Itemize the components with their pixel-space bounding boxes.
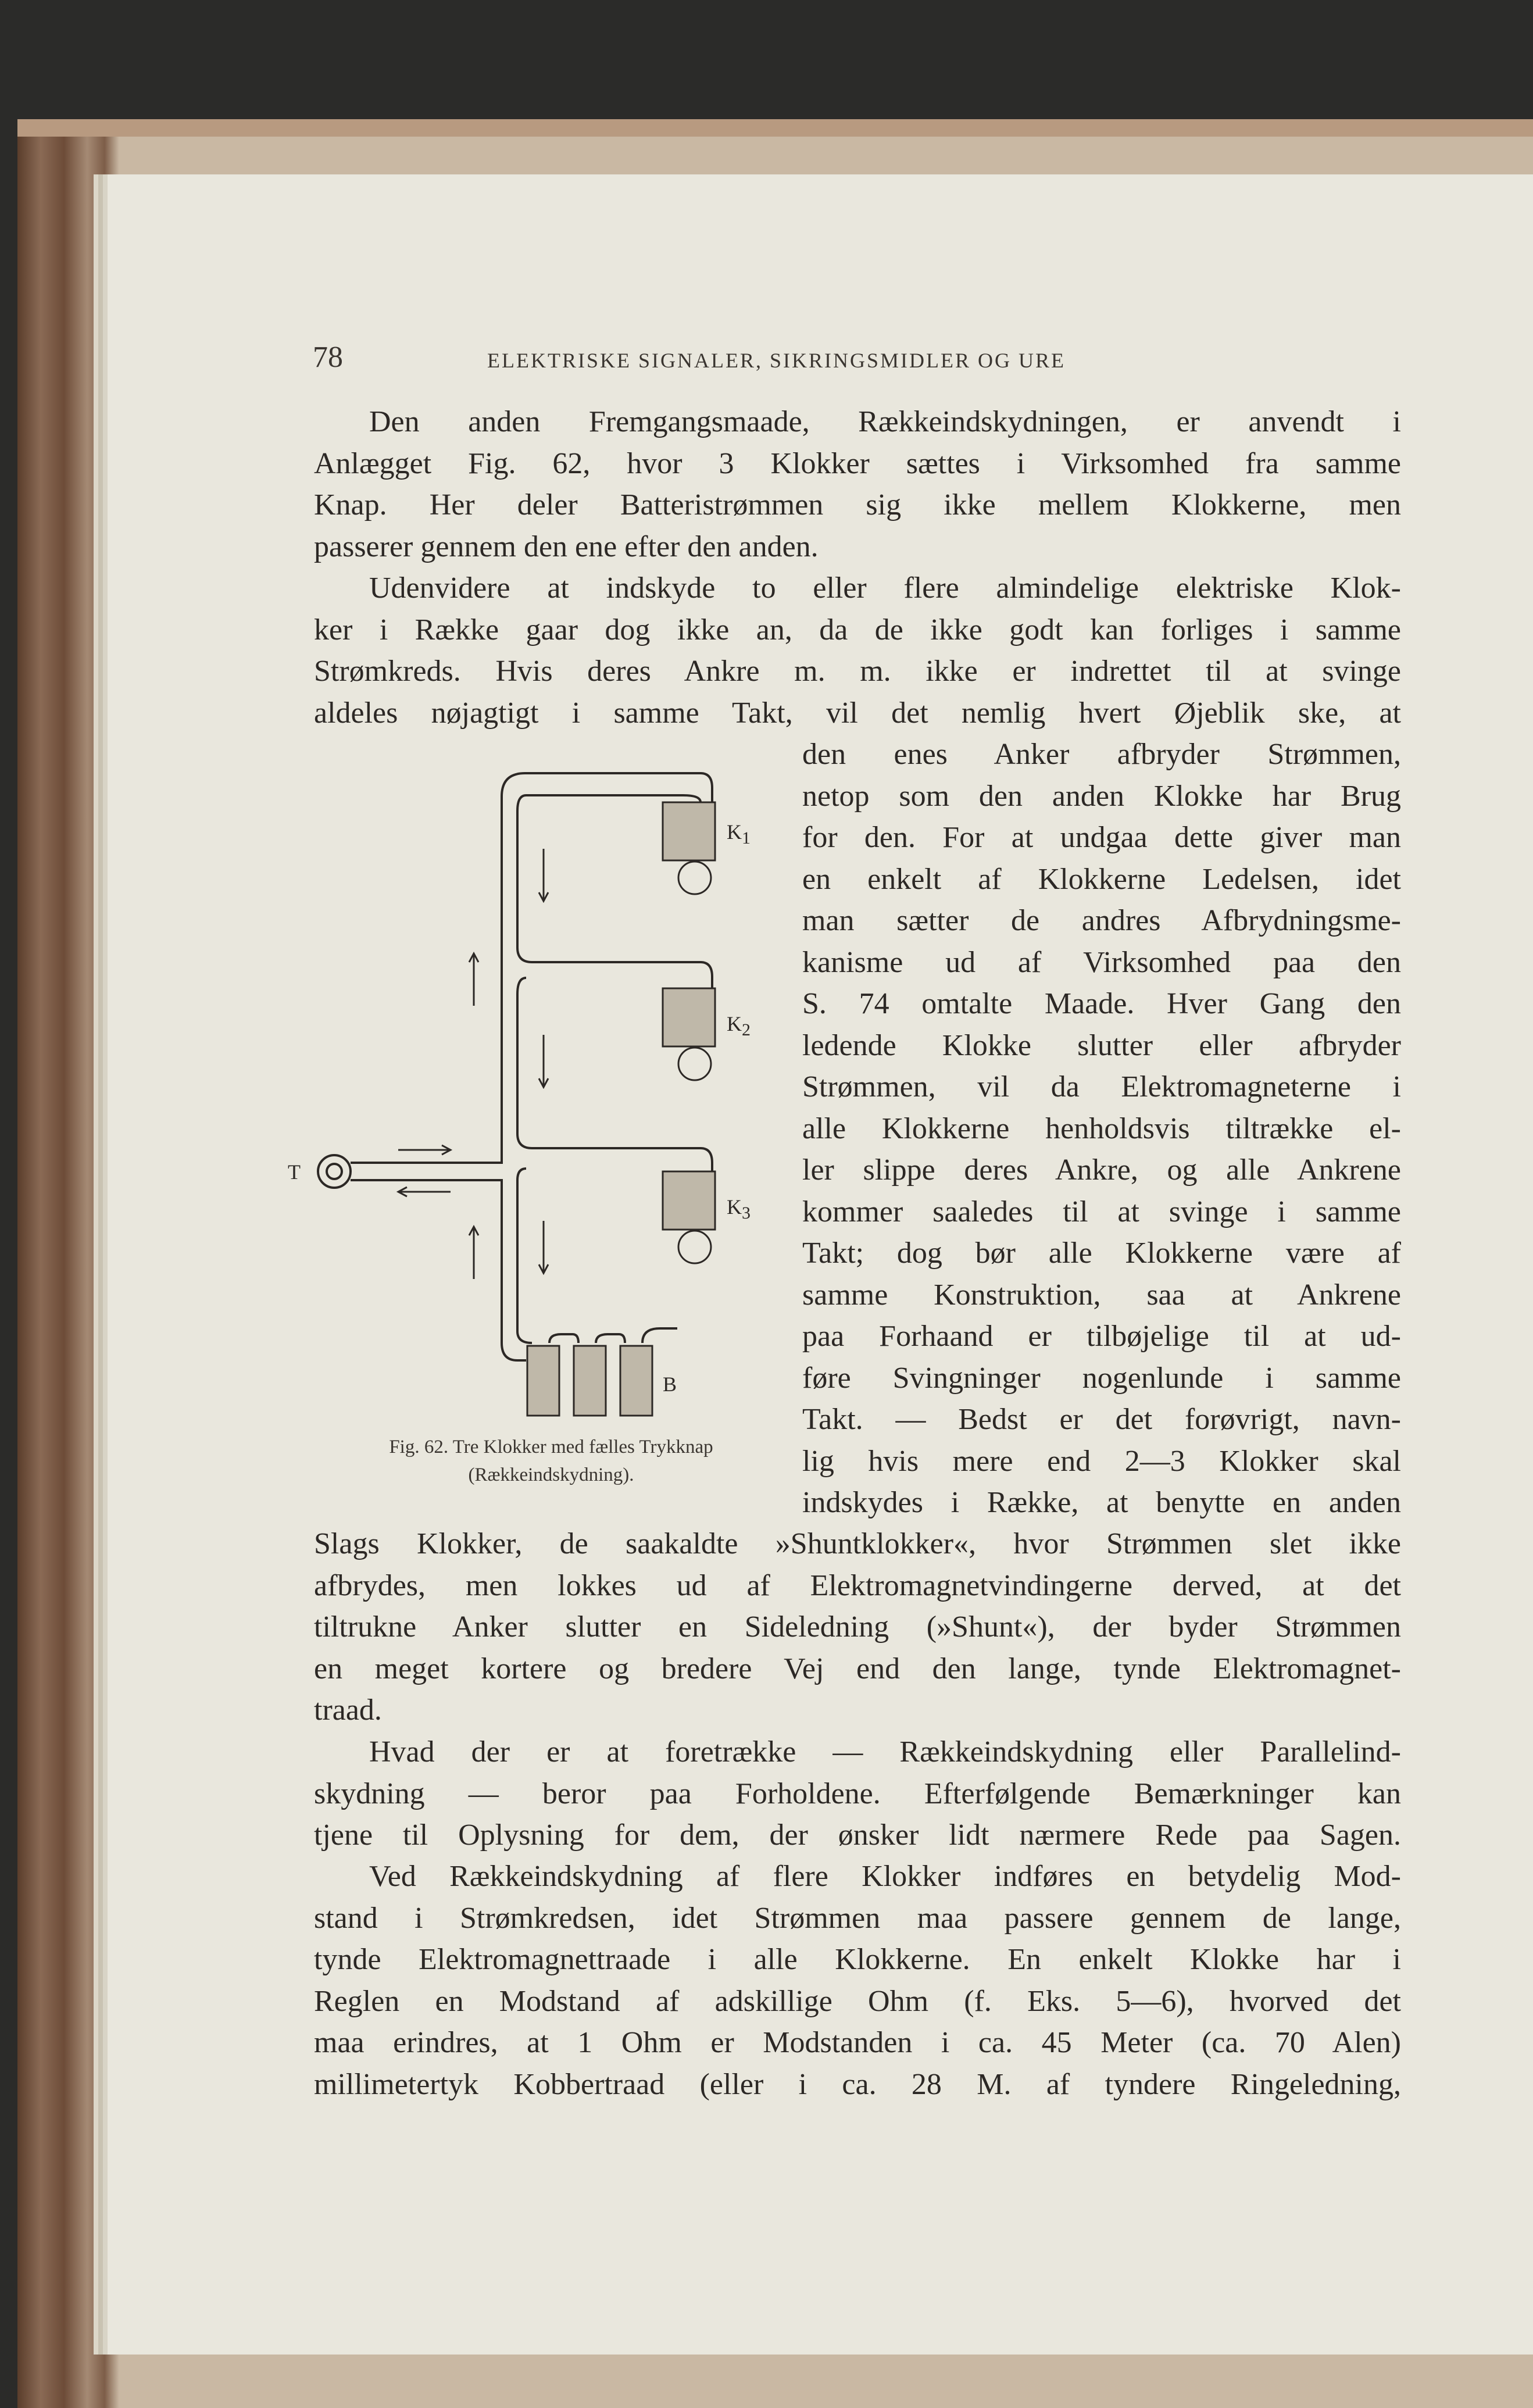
text-line: Strømkreds. Hvis deres Ankre m. m. ikke er indrettet til at svinge bbox=[314, 655, 1401, 688]
arrow-down-icon bbox=[539, 1035, 548, 1087]
text-line: Den anden Fremgangsmaade, Rækkeindskydningen, er anvendt i bbox=[369, 405, 1401, 438]
text-line: ledende Klokke slutter eller afbryder bbox=[802, 1028, 1401, 1062]
text-line: Knap. Her deler Batteristrømmen sig ikke mellem Klokkerne, men bbox=[314, 488, 1401, 521]
text-line: traad. bbox=[314, 1694, 382, 1727]
arrow-right-icon bbox=[398, 1145, 451, 1155]
paragraph-2 bbox=[314, 567, 1401, 734]
running-head: ELEKTRISKE SIGNALER, SIKRINGSMIDLER OG URE bbox=[487, 349, 1066, 372]
text-line: S. 74 omtalte Maade. Hver Gang den bbox=[802, 987, 1401, 1020]
paragraph-2-narrow bbox=[802, 734, 1401, 1524]
figure-62-diagram bbox=[288, 762, 782, 1512]
text-line: tiltrukne Anker slutter en Sideledning (»Shunt«), der byder Strømmen bbox=[314, 1610, 1401, 1644]
text-line: ler slippe deres Ankre, og alle Ankrene bbox=[802, 1153, 1401, 1187]
text-line: millimetertyk Kobbertraad (eller i ca. 28 M. af tyndere Ringeledning, bbox=[314, 2067, 1401, 2101]
arrow-down-icon bbox=[539, 849, 548, 901]
arrow-down-icon bbox=[539, 1221, 548, 1273]
text-line: samme Konstruktion, saa at Ankrene bbox=[802, 1278, 1401, 1312]
text-line: afbrydes, men lokkes ud af Elektromagnetvindingerne derved, at det bbox=[314, 1569, 1401, 1602]
bell-k3-gong bbox=[678, 1231, 711, 1263]
text-line: aldeles nøjagtigt i samme Takt, vil det nemlig hvert Øjeblik ske, at bbox=[314, 696, 1401, 730]
page-number: 78 bbox=[313, 341, 343, 374]
wire-k1-inner bbox=[526, 795, 701, 802]
text-line: alle Klokkerne henholdsvis tiltrække el- bbox=[802, 1112, 1401, 1145]
text-line: Slags Klokker, de saakaldte »Shuntklokker«, hvor Strømmen slet ikke bbox=[314, 1527, 1401, 1560]
bell-k1-magnet bbox=[663, 802, 715, 860]
text-line: tynde Elektromagnettraade i alle Klokkerne. En enkelt Klokke har i bbox=[314, 1943, 1401, 1976]
battery-link-3 bbox=[642, 1328, 677, 1343]
text-line: Takt; dog bør alle Klokkerne være af bbox=[802, 1237, 1401, 1270]
circuit-svg bbox=[299, 762, 782, 1424]
caption-line-2: (Rækkeindskydning). bbox=[468, 1464, 634, 1485]
label-b: B bbox=[663, 1373, 677, 1396]
push-button-inner bbox=[327, 1164, 342, 1179]
label-t: T bbox=[288, 1160, 301, 1184]
paragraph-2-rest bbox=[314, 1523, 1401, 1731]
label-k3: $K_3$ bbox=[727, 1195, 751, 1223]
text-line: føre Svingninger nogenlunde i samme bbox=[802, 1361, 1401, 1395]
text-line: kommer saaledes til at svinge i samme bbox=[802, 1195, 1401, 1228]
text-line: indskydes i Række, at benytte en anden bbox=[802, 1486, 1401, 1519]
paragraph-4 bbox=[314, 1856, 1401, 2105]
battery-link-1 bbox=[549, 1334, 578, 1343]
paragraph-3 bbox=[314, 1731, 1401, 1856]
text-line: man sætter de andres Afbrydningsme- bbox=[802, 904, 1401, 937]
text-line: kanisme ud af Virksomhed paa den bbox=[802, 945, 1401, 979]
battery-cell-2 bbox=[574, 1346, 606, 1416]
label-k1: $K_1$ bbox=[727, 820, 751, 848]
text-line: Ved Rækkeindskydning af flere Klokker indføres en betydelig Mod- bbox=[369, 1860, 1401, 1893]
bell-k2-gong bbox=[678, 1048, 711, 1080]
bell-k3-magnet bbox=[663, 1171, 715, 1230]
caption-line-1: Fig. 62. Tre Klokker med fælles Trykknap bbox=[389, 1437, 713, 1457]
text-line: passerer gennem den ene efter den anden. bbox=[314, 530, 819, 563]
battery-cell-3 bbox=[620, 1346, 652, 1416]
text-line: Takt. — Bedst er det forøvrigt, navn- bbox=[802, 1403, 1401, 1436]
push-button-icon bbox=[318, 1155, 351, 1188]
text-line: Udenvidere at indskyde to eller flere almindelige elektriske Klok- bbox=[369, 571, 1401, 605]
text-line: maa erindres, at 1 Ohm er Modstanden i ca. 45 Meter (ca. 70 Alen) bbox=[314, 2026, 1401, 2059]
text-line: en enkelt af Klokkerne Ledelsen, idet bbox=[802, 862, 1401, 896]
label-k2: $K_2$ bbox=[727, 1012, 751, 1040]
paragraph-1 bbox=[314, 401, 1401, 567]
text-line: stand i Strømkredsen, idet Strømmen maa passere gennem de lange, bbox=[314, 1901, 1401, 1935]
bell-k2-magnet bbox=[663, 988, 715, 1046]
text-line: skydning — beror paa Forholdene. Efterfølgende Bemærkninger kan bbox=[314, 1777, 1401, 1810]
bell-k1-gong bbox=[678, 862, 711, 894]
battery-link-2 bbox=[596, 1334, 625, 1343]
text-line: Anlægget Fig. 62, hvor 3 Klokker sættes i Virksomhed fra samme bbox=[314, 446, 1401, 480]
text-line: Reglen en Modstand af adskillige Ohm (f. Eks. 5—6), hvorved det bbox=[314, 1984, 1401, 2018]
text-line: paa Forhaand er tilbøjelige til at ud- bbox=[802, 1320, 1401, 1353]
text-line: den enes Anker afbryder Strømmen, bbox=[802, 738, 1401, 771]
text-line: netop som den anden Klokke har Brug bbox=[802, 779, 1401, 813]
arrow-up-icon bbox=[469, 1227, 478, 1279]
arrow-left-icon bbox=[398, 1187, 451, 1196]
text-line: en meget kortere og bredere Vej end den lange, tynde Elektromagnet- bbox=[314, 1652, 1401, 1685]
text-line: for den. For at undgaa dette giver man bbox=[802, 821, 1401, 854]
text-line: ker i Række gaar dog ikke an, da de ikke godt kan forliges i samme bbox=[314, 613, 1401, 646]
page-header bbox=[313, 340, 1400, 375]
text-line: tjene til Oplysning for dem, der ønsker lidt nærmere Rede paa Sagen. bbox=[314, 1818, 1401, 1852]
wire-to-k1 bbox=[351, 773, 712, 1163]
arrow-up-icon bbox=[469, 953, 478, 1006]
text-line: Hvad der er at foretrække — Rækkeindskydning eller Parallelind- bbox=[369, 1735, 1401, 1769]
text-line: lig hvis mere end 2—3 Klokker skal bbox=[802, 1444, 1401, 1478]
wire-return-to-battery bbox=[351, 1180, 526, 1360]
battery-cell-1 bbox=[527, 1346, 559, 1416]
text-line: Strømmen, vil da Elektromagneterne i bbox=[802, 1070, 1401, 1103]
figure-caption bbox=[319, 1433, 784, 1489]
wire-k3-down bbox=[517, 1169, 532, 1343]
